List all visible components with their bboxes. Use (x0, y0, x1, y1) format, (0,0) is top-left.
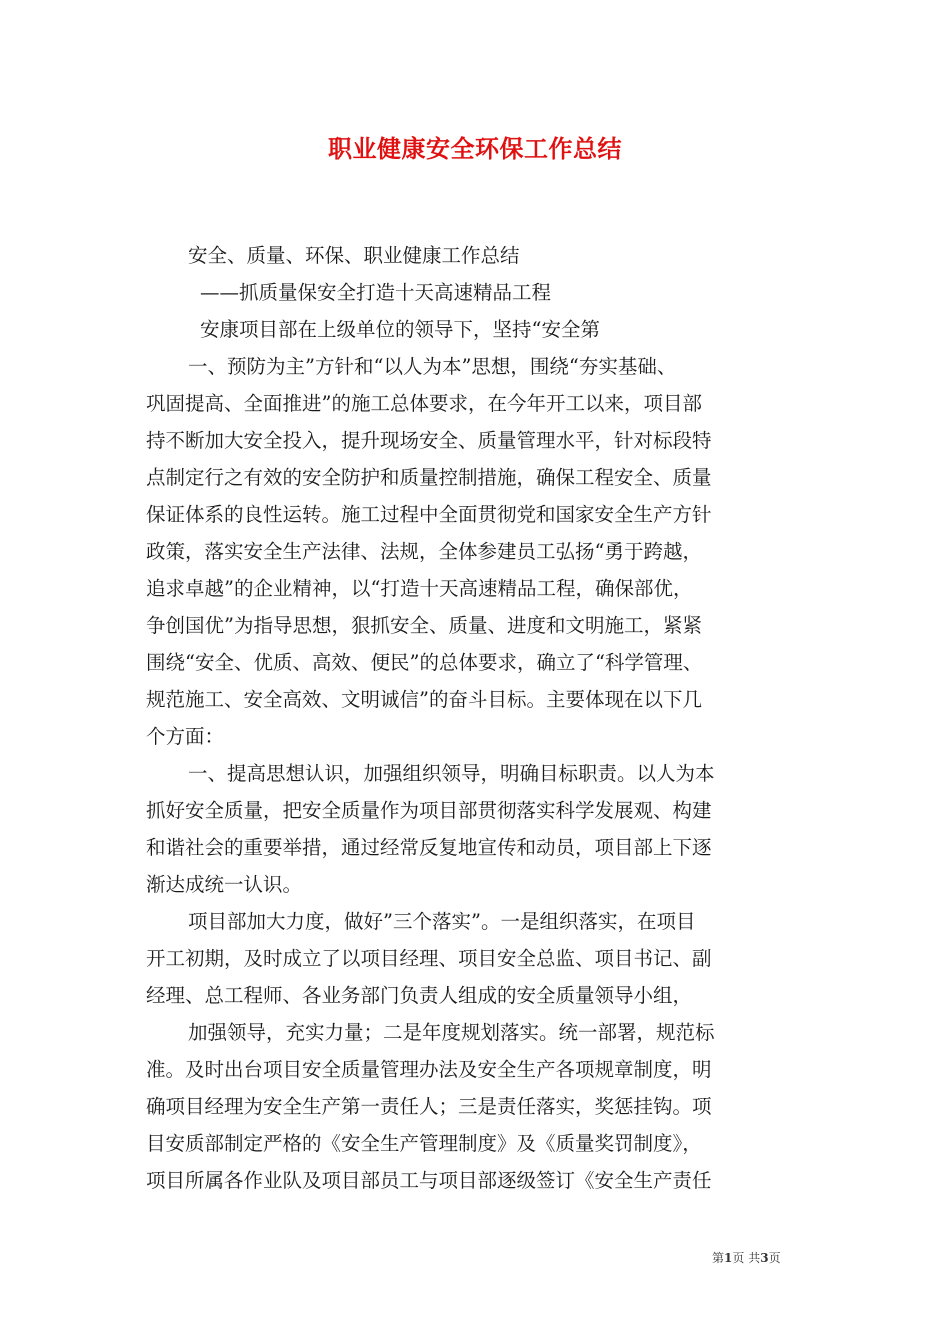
body-line: 围绕“安全、优质、高效、便民”的总体要求，确立了“科学管理、 (146, 651, 703, 674)
body-line: 政策，落实安全生产法律、法规，全体参建员工弘扬“勇于跨越， (146, 540, 702, 563)
body-line: 争创国优”为指导思想，狠抓安全、质量、进度和文明施工，紧紧 (146, 614, 702, 637)
body-line: 项目部加大力度，做好”三个落实”。一是组织落实，在项目 (188, 910, 696, 933)
body-line: 追求卓越”的企业精神，以“打造十天高速精品工程，确保部优， (146, 577, 693, 600)
body-line: 点制定行之有效的安全防护和质量控制措施，确保工程安全、质量 (146, 466, 712, 489)
body-line: ——抓质量保安全打造十天高速精品工程 (200, 281, 552, 304)
body-line: 经理、总工程师、各业务部门负责人组成的安全质量领导小组， (146, 984, 693, 1007)
body-line: 目安质部制定严格的《安全生产管理制度》及《质量奖罚制度》， (146, 1132, 702, 1155)
footer-total-pages: 3 (760, 1251, 769, 1265)
body-line: 开工初期，及时成立了以项目经理、项目安全总监、项目书记、副 (146, 947, 712, 970)
body-line: 持不断加大安全投入，提升现场安全、质量管理水平，针对标段特 (146, 429, 712, 452)
body-line: 抓好安全质量，把安全质量作为项目部贯彻落实科学发展观、构建 (146, 799, 712, 822)
body-line: 确项目经理为安全生产第一责任人；三是责任落实，奖惩挂钩。项 (146, 1095, 712, 1118)
body-line: 和谐社会的重要举措，通过经常反复地宣传和动员，项目部上下逐 (146, 836, 712, 859)
body-line: 一、预防为主”方针和“以人为本”思想，围绕“夯实基础、 (188, 355, 677, 378)
footer-middle: 页 共 (732, 1251, 761, 1265)
body-line: 渐达成统一认识。 (146, 873, 303, 896)
body-line: 安康项目部在上级单位的领导下，坚持“安全第 (200, 318, 600, 341)
body-line: 安全、质量、环保、职业健康工作总结 (188, 244, 520, 267)
footer-suffix: 页 (768, 1251, 781, 1265)
body-line: 加强领导，充实力量；二是年度规划落实。统一部署，规范标 (188, 1021, 715, 1044)
document-title: 职业健康安全环保工作总结 (328, 134, 622, 163)
body-line: 准。及时出台项目安全质量管理办法及安全生产各项规章制度，明 (146, 1058, 712, 1081)
page-number-footer (712, 1250, 781, 1266)
body-line: 一、提高思想认识，加强组织领导，明确目标职责。以人为本 (188, 762, 715, 785)
body-line: 巩固提高、全面推进”的施工总体要求，在今年开工以来，项目部 (146, 392, 702, 415)
footer-current-page: 1 (724, 1251, 733, 1265)
body-line: 个方面： (146, 725, 225, 748)
footer-prefix: 第 (712, 1251, 725, 1265)
body-line: 项目所属各作业队及项目部员工与项目部逐级签订《安全生产责任 (146, 1169, 712, 1192)
body-line: 保证体系的良性运转。施工过程中全面贯彻党和国家安全生产方针 (146, 503, 712, 526)
body-line: 规范施工、安全高效、文明诚信”的奋斗目标。主要体现在以下几 (146, 688, 702, 711)
